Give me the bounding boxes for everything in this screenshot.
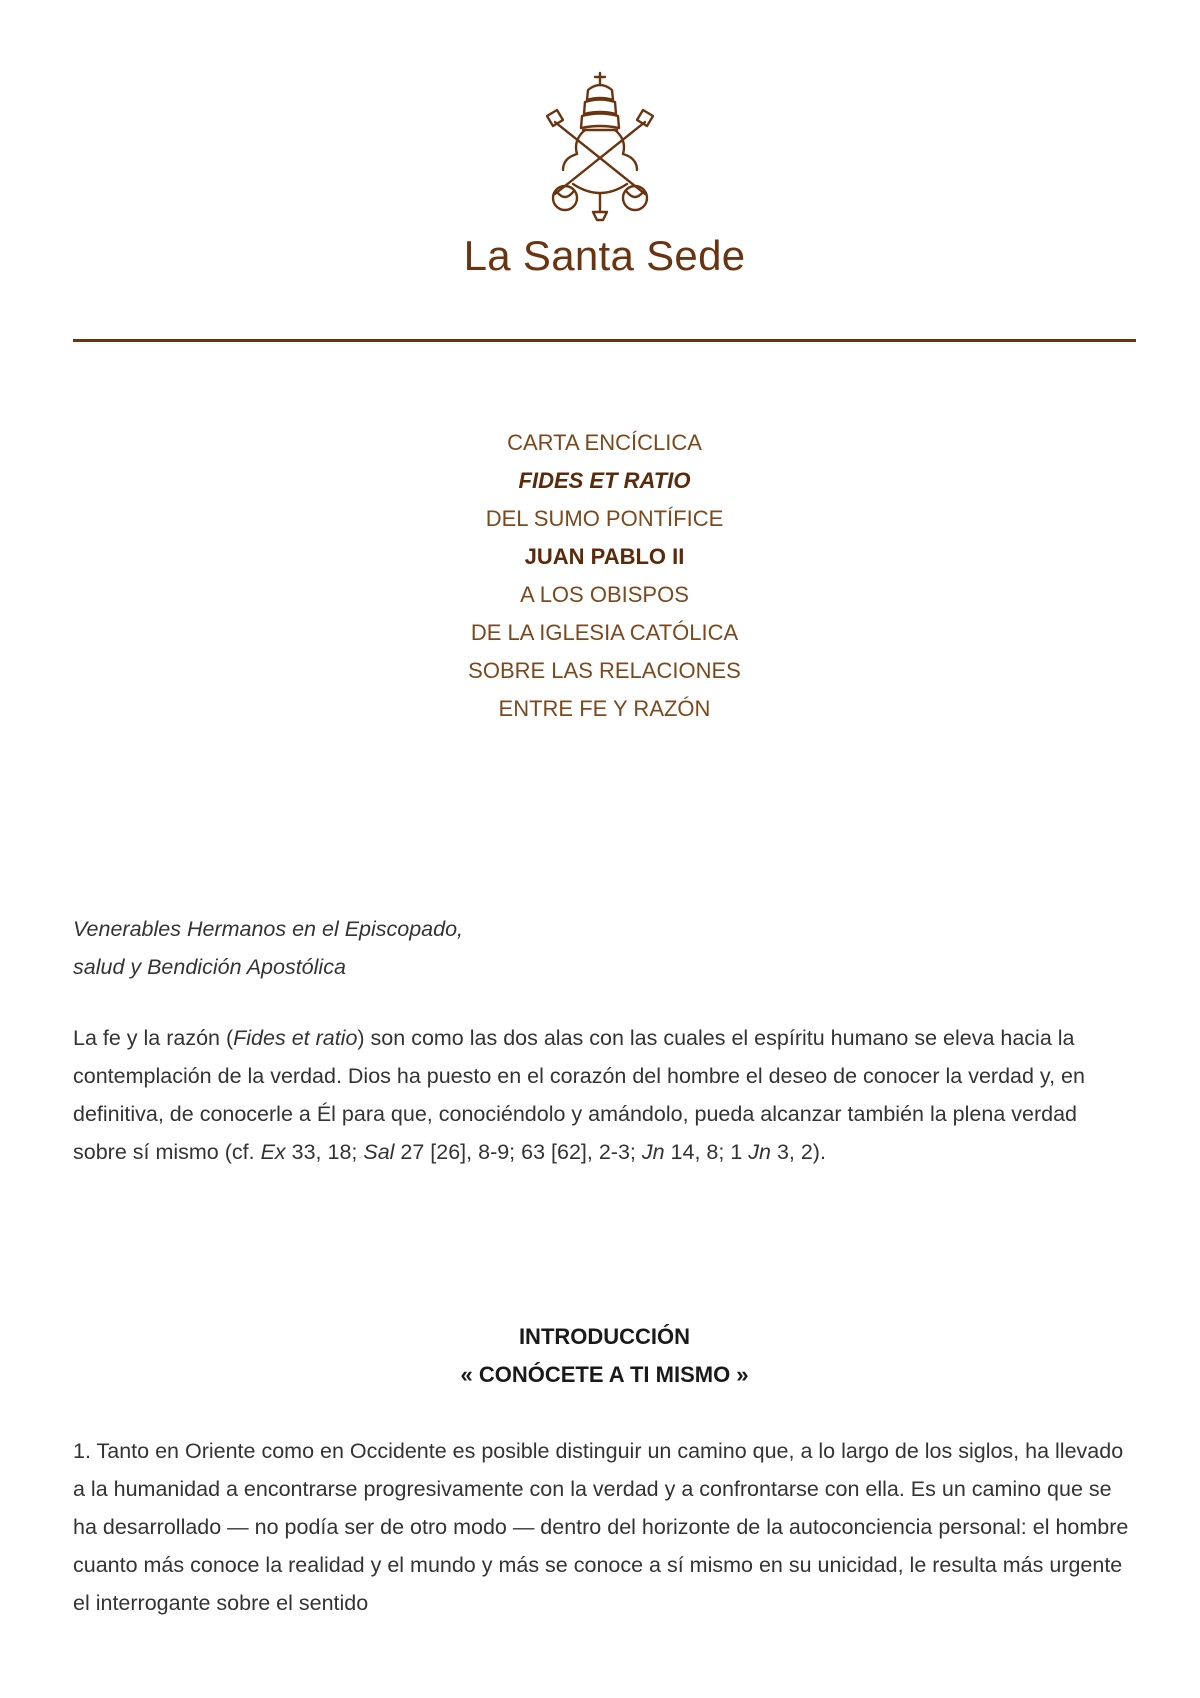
text-run: 3, 2). xyxy=(770,1140,826,1164)
section-heading xyxy=(73,1318,1136,1394)
salutation-line: Venerables Hermanos en el Episcopado, xyxy=(73,917,464,941)
heading-line-author: JUAN PABLO II xyxy=(524,544,685,569)
section-subtitle: « CONÓCETE A TI MISMO » xyxy=(460,1362,749,1387)
heading-line: DEL SUMO PONTÍFICE xyxy=(485,506,724,531)
text-run: ) son como las dos alas con las cuales el espíritu humano se eleva hacia la contemplación de la verdad. Dios ha puesto en el corazón del hombre el deseo de conocer la verdad y, en definitiva, de conocerle a Él para que, conociéndolo y amándolo, pueda alcanzar también la plena verdad sobre sí mismo (cf. xyxy=(73,1026,1085,1164)
encyclical-heading xyxy=(73,424,1136,728)
heading-line: ENTRE FE Y RAZÓN xyxy=(498,696,711,721)
heading-line-title: FIDES ET RATIO xyxy=(518,468,691,493)
text-run: La fe y la razón ( xyxy=(73,1026,234,1050)
italic-run: Fides et ratio xyxy=(233,1026,358,1050)
heading-line: SOBRE LAS RELACIONES xyxy=(468,658,741,683)
italic-run: Ex xyxy=(260,1140,286,1164)
heading-line: A LOS OBISPOS xyxy=(520,582,689,607)
salutation xyxy=(73,910,463,986)
papal-coat-of-arms-icon xyxy=(533,70,668,222)
italic-run: Sal xyxy=(363,1140,395,1164)
site-title[interactable]: La Santa Sede xyxy=(463,232,746,279)
text-run: 14, 8; 1 xyxy=(664,1140,749,1164)
header-divider xyxy=(73,339,1136,342)
salutation-line: salud y Bendición Apostólica xyxy=(73,955,346,979)
paragraph-1: 1. Tanto en Oriente como en Occidente es posible distinguir un camino que, a lo largo de los siglos, ha llevado a la humanidad a encontrarse progresivamente con la verdad y a confrontarse con ella. Es un camino que se ha desarrollado — no podía ser de otro modo — dentro del horizonte de la autoconciencia personal: el hombre cuanto más conoce la realidad y el mundo y más se conoce a sí mismo en su unicidad, le resulta más urgente el interrogante sobre el sentido xyxy=(73,1439,1129,1615)
opening-paragraph xyxy=(73,1019,1136,1171)
text-run: 27 [26], 8-9; 63 [62], 2-3; xyxy=(394,1140,642,1164)
heading-line: CARTA ENCÍCLICA xyxy=(507,430,702,455)
heading-line: DE LA IGLESIA CATÓLICA xyxy=(470,620,739,645)
italic-run: Jn xyxy=(748,1140,771,1164)
text-run: 33, 18; xyxy=(285,1140,364,1164)
italic-run: Jn xyxy=(641,1140,665,1164)
section-title: INTRODUCCIÓN xyxy=(518,1324,691,1349)
